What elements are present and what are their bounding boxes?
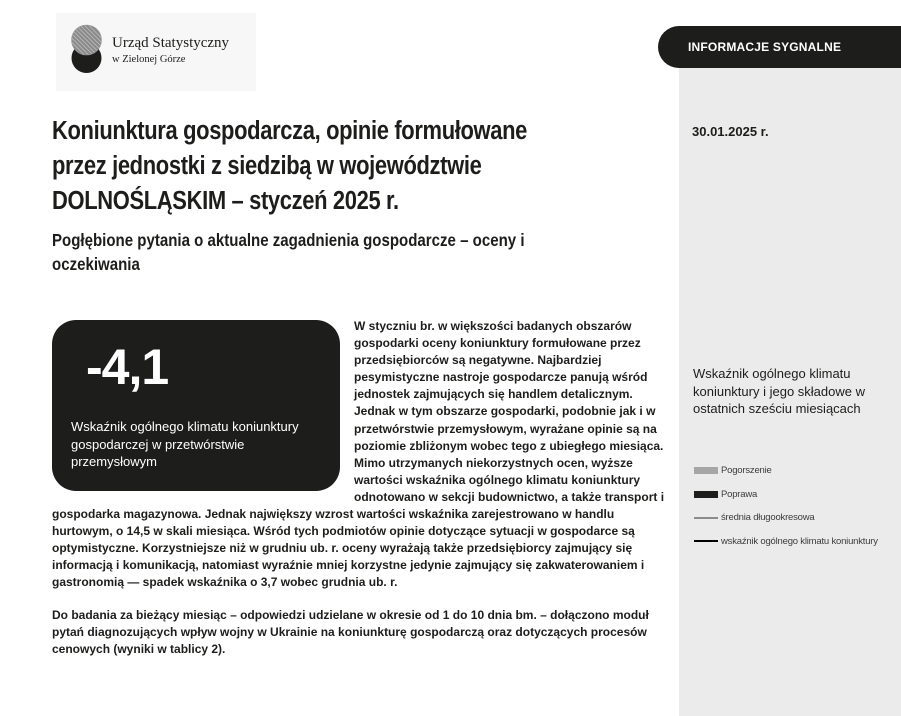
chart-legend bbox=[694, 459, 899, 553]
header-tab bbox=[658, 26, 901, 68]
logo-text-line2: w Zielonej Górze bbox=[112, 54, 186, 65]
logo bbox=[56, 13, 256, 91]
sidebar-description: Wskaźnik ogólnego klimatu koniunktury i jego składowe w ostatnich sześciu miesiącach bbox=[693, 366, 865, 416]
legend-label: Poprawa bbox=[721, 488, 758, 500]
legend-line-black bbox=[694, 540, 718, 542]
legend-label: średnia długookresowa bbox=[721, 512, 815, 524]
page-subtitle: Pogłębione pytania o aktualne zagadnienia gospodarcze – oceny i oczekiwania bbox=[52, 230, 525, 274]
paragraph-2: Do badania za bieżący miesiąc – odpowiedzi udzielane w okresie od 1 do 10 dnia bm. – dołączono moduł pytań diagnozujących wpływ wojny w Ukrainie na koniunkturę gospodarczą oraz dotyczących procesów cenowych (wyniki w tablicy 2). bbox=[52, 607, 649, 656]
paragraph-1: W styczniu br. w większości badanych obszarów gospodarki oceny koniunktury formułowane przez przedsiębiorców są negatywne. Najbardziej pesymistyczne nastroje gospodarcze panują wśród jednostek zajmujących się handlem detalicznym. Jednak w tym obszarze gospodarki, podobnie jak i w przetwórstwie przemysłowym, wyrażane opinie są na poziomie zbliżonym wobec tego z ubiegłego miesiąca. Mimo utrzymanych niekorzystnych ocen, wyższe wartości wskaźnika ogólnego klimatu koniunktury odnotowano w sekcji budownictwo, a także transport i gospodarka magazynowa. Jednak największy wzrost wartości wskaźnika zarejestrowano w handlu hurtowym, o 14,5 w skali miesiąca. Wśród tych podmiotów opinie dotyczące sytuacji w gospodarce są optymistyczne. Korzystniejsze niż w grudniu ub. r. oceny wyrażają także przedsiębiorcy zajmujący się informacją i komunikacją, natomiast wyraźnie mniej korzystne jedynie zajmujący się zakwaterowaniem i gastronomią — spadek wskaźnika o 3,7 wobec grudnia ub. r. bbox=[52, 319, 665, 590]
kpi-label: Wskaźnik ogólnego klimatu koniunktury gospodarczej w przetwórstwie przemysłowym bbox=[71, 419, 299, 469]
legend-item-wskaznik bbox=[694, 530, 899, 554]
legend-label: Pogorszenie bbox=[721, 465, 772, 477]
logo-mark-icon bbox=[70, 24, 103, 74]
legend-item-srednia bbox=[694, 506, 899, 530]
kpi-value: -4,1 bbox=[86, 339, 169, 395]
kpi-float-spacer bbox=[52, 318, 354, 489]
body-text bbox=[52, 318, 666, 658]
legend-swatch-gray bbox=[694, 467, 718, 474]
legend-swatch-black bbox=[694, 491, 718, 498]
legend-line-gray bbox=[694, 517, 718, 519]
legend-item-pogorszenie bbox=[694, 459, 899, 483]
legend-label: wskaźnik ogólnego klimatu koniunktury bbox=[721, 535, 878, 547]
legend-item-poprawa bbox=[694, 483, 899, 507]
publication-date: 30.01.2025 r. bbox=[692, 124, 769, 139]
page-title: Koniunktura gospodarcza, opinie formułowane przez jednostki z siedzibą w województwie DOLNOŚLĄSKIM – styczeń 2025 r. bbox=[52, 117, 528, 215]
header-tab-label: INFORMACJE SYGNALNE bbox=[688, 40, 842, 54]
logo-text-line1: Urząd Statystyczny bbox=[112, 35, 230, 51]
